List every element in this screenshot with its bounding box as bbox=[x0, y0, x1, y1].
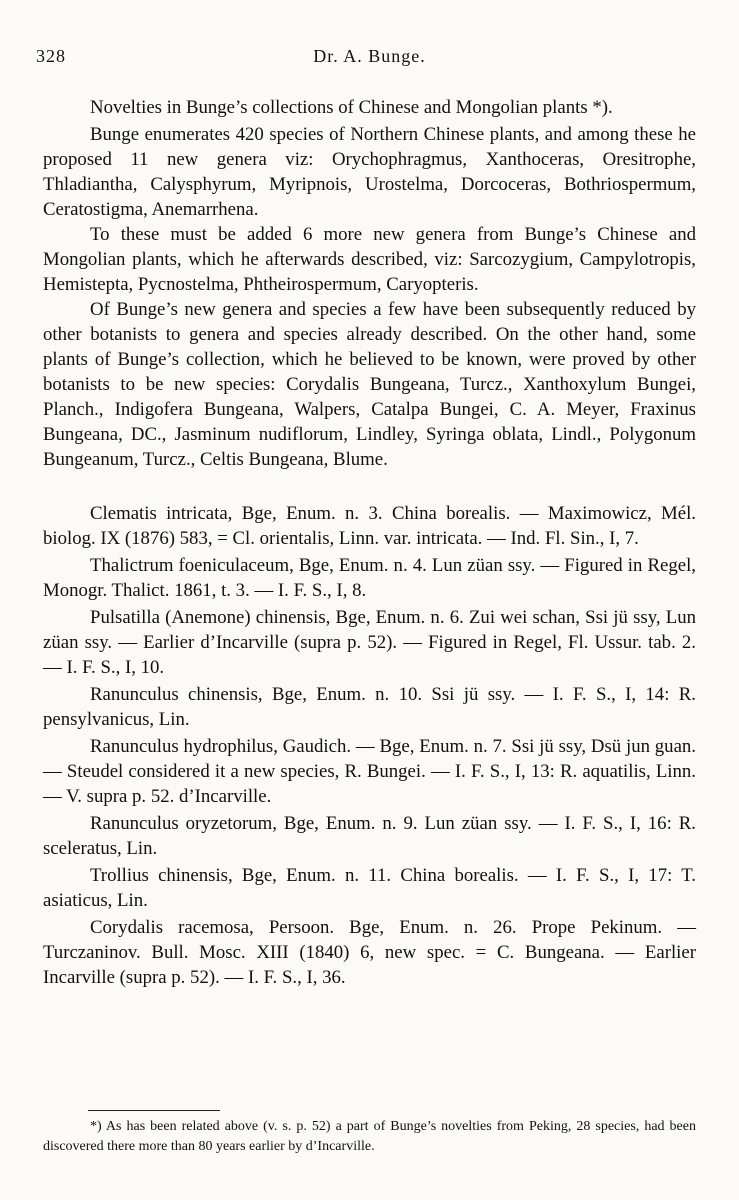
running-head: Dr. A. Bunge. bbox=[313, 46, 426, 66]
footnote bbox=[43, 1117, 696, 1157]
paragraph: Of Bunge’s new genera and species a few have been subsequently reduced by other botanists to genera and species already described. On the other hand, some plants of Bunge’s collection, which he believed to be known, were proved by other botanists to be new species: Corydalis Bungeana, Turcz., Xanthoxylum Bungei, Planch., Indigofera Bungeana, Walpers, Catalpa Bungei, C. A. Meyer, Fraxinus Bungeana, DC., Jasminum nudiflorum, Lindley, Syringa oblata, Lindl., Polygonum Bungeanum, Turcz., Celtis Bungeana, Blume. bbox=[43, 299, 696, 470]
species-entry: Corydalis racemosa, Persoon. Bge, Enum. n. 26. Prope Pekinum. — Turczaninov. Bull. Mosc. XIII (1840) 6, new spec. = C. Bungeana. — Earlier Incarville (supra p. 52). — I. F. S., I, 36. bbox=[43, 917, 696, 988]
page-number: 328 bbox=[36, 46, 66, 66]
species-entry: Ranunculus hydrophilus, Gaudich. — Bge, Enum. n. 7. Ssi jü ssy, Dsü jun guan. — Steudel considered it a new species, R. Bungei. — I. F. S., I, 13: R. aquatilis, Linn. — V. supra p. 52. d’Incarville. bbox=[43, 736, 696, 807]
footnote-divider bbox=[88, 1110, 220, 1111]
paragraph: To these must be added 6 more new genera from Bunge’s Chinese and Mongolian plants, which he afterwards described, viz: Sarcozygium, Campylotropis, Hemistepta, Pycnostelma, Phtheirospermum, Caryopteris. bbox=[43, 224, 696, 295]
species-entry: Clematis intricata, Bge, Enum. n. 3. China borealis. — Maximowicz, Mél. biolog. IX (1876) 583, = Cl. orientalis, Linn. var. intricata. — Ind. Fl. Sin., I, 7. bbox=[43, 503, 696, 549]
species-entry: Pulsatilla (Anemone) chinensis, Bge, Enum. n. 6. Zui wei schan, Ssi jü ssy, Lun züan ssy. — Earlier d’Incarville (supra p. 52). — Figured in Regel, Fl. Ussur. tab. 2. — I. F. S., I, 10. bbox=[43, 607, 696, 678]
species-entry: Thalictrum foeniculaceum, Bge, Enum. n. 4. Lun züan ssy. — Figured in Regel, Monogr. Thalict. 1861, t. 3. — I. F. S., I, 8. bbox=[43, 555, 696, 601]
paragraph: Bunge enumerates 420 species of Northern Chinese plants, and among these he proposed 11 new genera viz: Orychophragmus, Xanthoceras, Oresitrophe, Thladiantha, Calysphyrum, Myripnois, Urostelma, Dorcoceras, Bothriospermum, Ceratostigma, Anemarrhena. bbox=[43, 124, 696, 220]
species-entry: Ranunculus chinensis, Bge, Enum. n. 10. Ssi jü ssy. — I. F. S., I, 14: R. pensylvanicus, Lin. bbox=[43, 684, 696, 730]
section-title: Novelties in Bunge’s collections of Chinese and Mongolian plants *). bbox=[90, 97, 613, 118]
page-header bbox=[36, 46, 703, 74]
footnote-text: *) As has been related above (v. s. p. 52) a part of Bunge’s novelties from Peking, 28 species, had been discovered there more than 80 years earlier by d’Incarville. bbox=[43, 1119, 696, 1154]
main-text bbox=[43, 95, 696, 992]
species-entry: Trollius chinensis, Bge, Enum. n. 11. China borealis. — I. F. S., I, 17: T. asiaticus, Lin. bbox=[43, 865, 696, 911]
species-entry: Ranunculus oryzetorum, Bge, Enum. n. 9. Lun züan ssy. — I. F. S., I, 16: R. sceleratus, Lin. bbox=[43, 813, 696, 859]
